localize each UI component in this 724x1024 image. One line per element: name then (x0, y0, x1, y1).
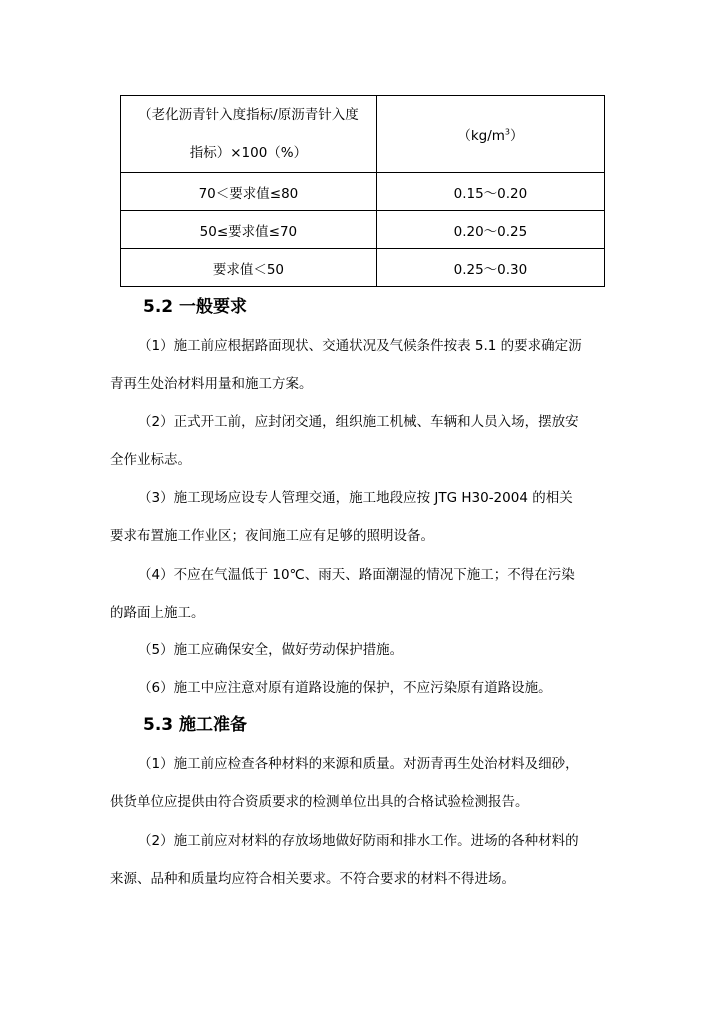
table-cell-requirement: 要求值＜50 (121, 249, 377, 287)
header-unit-open: （ (457, 128, 471, 144)
table-row (121, 211, 605, 249)
paragraph-5-3-2-line2: 来源、品种和质量均应符合相关要求。不符合要求的材料不得进场。 (110, 871, 515, 887)
material-dosage-table (120, 95, 605, 287)
paragraph-5-2-3-line2: 要求布置施工作业区；夜间施工应有足够的照明设备。 (110, 528, 434, 544)
table-cell-range: 0.15～0.20 (376, 173, 604, 211)
table-header-row (121, 96, 605, 173)
table-header-cell-index (121, 96, 377, 173)
paragraph-5-2-1-line2: 青再生处治材料用量和施工方案。 (110, 376, 313, 392)
table-row (121, 173, 605, 211)
paragraph-5-2-1-line1: （1）施工前应根据路面现状、交通状况及气候条件按表 5.1 的要求确定沥 (138, 338, 582, 354)
table-cell-requirement: 70＜要求值≤80 (121, 173, 377, 211)
table-cell-requirement: 50≤要求值≤70 (121, 211, 377, 249)
paragraph-5-2-5: （5）施工应确保安全，做好劳动保护措施。 (138, 642, 404, 658)
paragraph-5-2-2-line1: （2）正式开工前，应封闭交通，组织施工机械、车辆和人员入场，摆放安 (138, 414, 579, 430)
header-index-line1: （老化沥青针入度指标/原沥青针入度 (138, 107, 359, 123)
paragraph-5-2-4-line2: 的路面上施工。 (110, 605, 205, 621)
paragraph-5-3-1-line2: 供货单位应提供由符合资质要求的检测单位出具的合格试验检测报告。 (110, 794, 529, 810)
table-header-cell-unit (376, 96, 604, 173)
header-unit-close: ） (510, 128, 524, 144)
table-cell-range: 0.25～0.30 (376, 249, 604, 287)
paragraph-5-3-1-line1: （1）施工前应检查各种材料的来源和质量。对沥青再生处治材料及细砂， (138, 756, 579, 772)
table-cell-range: 0.20～0.25 (376, 211, 604, 249)
header-index-line2: 指标）×100（%） (189, 145, 308, 161)
paragraph-5-2-4-line1: （4）不应在气温低于 10℃、雨天、路面潮湿的情况下施工；不得在污染 (138, 567, 575, 583)
table-row (121, 249, 605, 287)
header-unit-sup: 3 (504, 127, 511, 137)
paragraph-5-2-3-line1: （3）施工现场应设专人管理交通，施工地段应按 JTG H30-2004 的相关 (138, 490, 573, 506)
paragraph-5-2-2-line2: 全作业标志。 (110, 452, 191, 468)
paragraph-5-3-2-line1: （2）施工前应对材料的存放场地做好防雨和排水工作。进场的各种材料的 (138, 833, 579, 849)
paragraph-5-2-6: （6）施工中应注意对原有道路设施的保护，不应污染原有道路设施。 (138, 680, 552, 696)
section-heading-5-3: 5.3 施工准备 (143, 715, 248, 735)
header-unit-text: kg/m (470, 128, 505, 144)
section-heading-5-2: 5.2 一般要求 (143, 297, 248, 317)
